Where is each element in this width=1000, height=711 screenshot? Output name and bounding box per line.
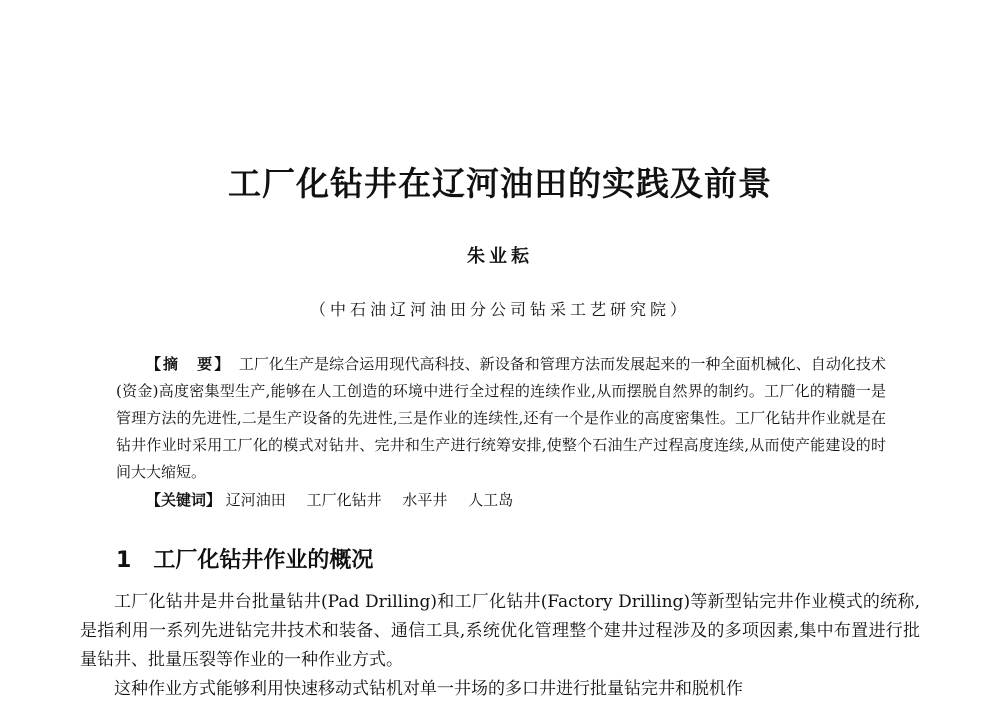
abstract-text: 工厂化生产是综合运用现代高科技、新设备和管理方法而发展起来的一种全面机械化、自动化技术(资金)高度密集型生产,能够在人工创造的环境中进行全过程的连续作业,从而摆脱自然界的制约。工厂化的精髓一是管理方法的先进性,二是生产设备的先进性,三是作业的连续性,还有一个是作业的高度密集性。工厂化钻井作业就是在钻井作业时采用工厂化的模式对钻井、完井和生产进行统筹安排,使整个石油生产过程高度连续,从而使产能建设的时间大大缩短。: [116, 355, 886, 481]
section-number: 1: [116, 548, 132, 573]
keyword-item: 人工岛: [468, 491, 514, 509]
keywords-label: 【关键词】: [146, 491, 222, 509]
keyword-item: 辽河油田: [225, 491, 286, 509]
author-name: 朱业耘: [467, 246, 533, 267]
body-paragraph: 这种作业方式能够利用快速移动式钻机对单一井场的多口井进行批量钻完井和脱机作: [114, 679, 743, 699]
abstract: [116, 351, 886, 486]
paper-title: 工厂化钻井在辽河油田的实践及前景: [228, 164, 772, 203]
keyword-item: 水平井: [402, 491, 448, 509]
abstract-label: 【摘 要】: [146, 355, 224, 373]
section-title: 工厂化钻井作业的概况: [153, 548, 374, 573]
section-heading: [116, 543, 373, 574]
author-affiliation: （中石油辽河油田分公司钻采工艺研究院）: [309, 300, 690, 319]
keywords: [146, 487, 529, 514]
body-paragraph: 工厂化钻井是井台批量钻井(Pad Drilling)和工厂化钻井(Factory Drilling)等新型钻完井作业模式的统称,是指利用一系列先进钻完井技术和装备、通信工具,系统优化管理整个建井过程涉及的多项因素,集中布置进行批量钻井、批量压裂等作业的一种作业方式。: [80, 592, 920, 670]
keyword-item: 工厂化钻井: [306, 491, 382, 509]
